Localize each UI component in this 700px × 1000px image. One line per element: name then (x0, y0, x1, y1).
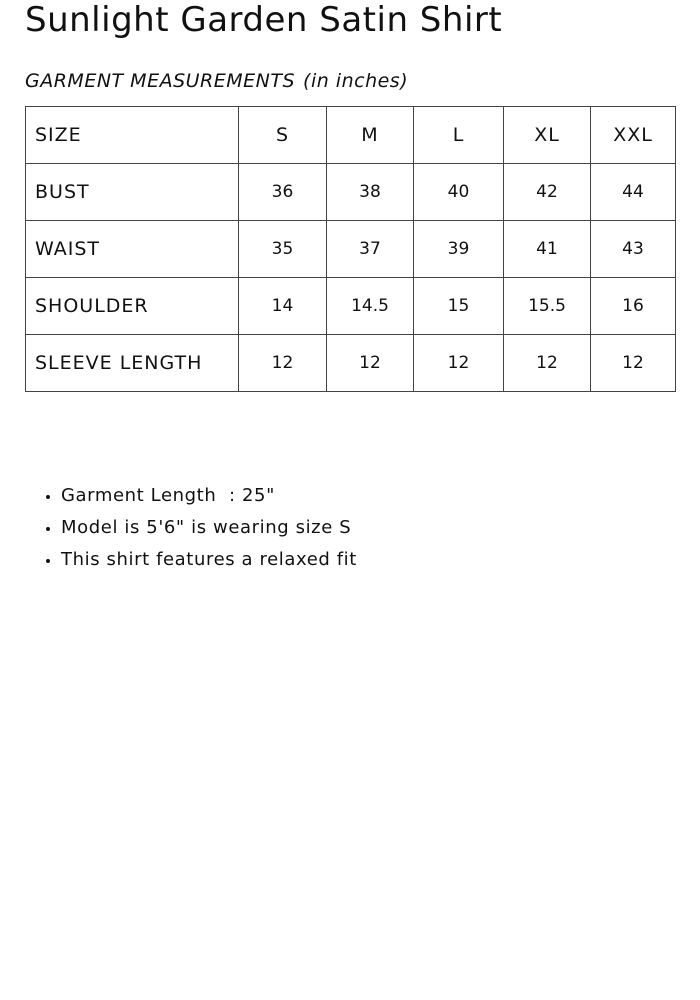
table-row-bust (26, 164, 676, 221)
measurements-unit: (in inches) (303, 70, 409, 92)
table-header-row (26, 107, 676, 164)
list-item: • Model is 5'6" is wearing size S (61, 512, 357, 544)
table-cell: 44 (591, 164, 676, 221)
table-cell: 15 (414, 278, 504, 335)
size-column-m: M (327, 107, 414, 164)
table-cell: 43 (591, 221, 676, 278)
size-column-xxl: XXL (591, 107, 676, 164)
table-row-sleeve-length (26, 335, 676, 392)
page-title: Sunlight Garden Satin Shirt (25, 0, 503, 40)
row-label: WAIST (26, 221, 239, 278)
list-item: • This shirt features a relaxed fit (61, 544, 357, 576)
table-cell: 35 (239, 221, 327, 278)
table-cell: 40 (414, 164, 504, 221)
table-cell: 41 (504, 221, 591, 278)
table-cell: 14.5 (327, 278, 414, 335)
size-column-xl: XL (504, 107, 591, 164)
table-cell: 36 (239, 164, 327, 221)
measurements-subtitle (25, 68, 408, 94)
table-cell: 12 (327, 335, 414, 392)
table-cell: 12 (591, 335, 676, 392)
measurements-heading: GARMENT MEASUREMENTS (25, 70, 296, 92)
list-item: • Garment Length : 25" (61, 480, 357, 512)
table-cell: 12 (239, 335, 327, 392)
table-cell: 39 (414, 221, 504, 278)
table-cell: 42 (504, 164, 591, 221)
size-chart-table (25, 106, 676, 392)
size-column-l: L (414, 107, 504, 164)
table-row-shoulder (26, 278, 676, 335)
table-cell: 15.5 (504, 278, 591, 335)
garment-notes-list (25, 480, 357, 576)
table-cell: 38 (327, 164, 414, 221)
table-cell: 37 (327, 221, 414, 278)
table-cell: 16 (591, 278, 676, 335)
row-label: SLEEVE LENGTH (26, 335, 239, 392)
row-label: SHOULDER (26, 278, 239, 335)
size-column-s: S (239, 107, 327, 164)
row-label: BUST (26, 164, 239, 221)
table-cell: 14 (239, 278, 327, 335)
table-cell: 12 (414, 335, 504, 392)
table-cell: 12 (504, 335, 591, 392)
header-size-label: SIZE (26, 107, 239, 164)
table-row-waist (26, 221, 676, 278)
